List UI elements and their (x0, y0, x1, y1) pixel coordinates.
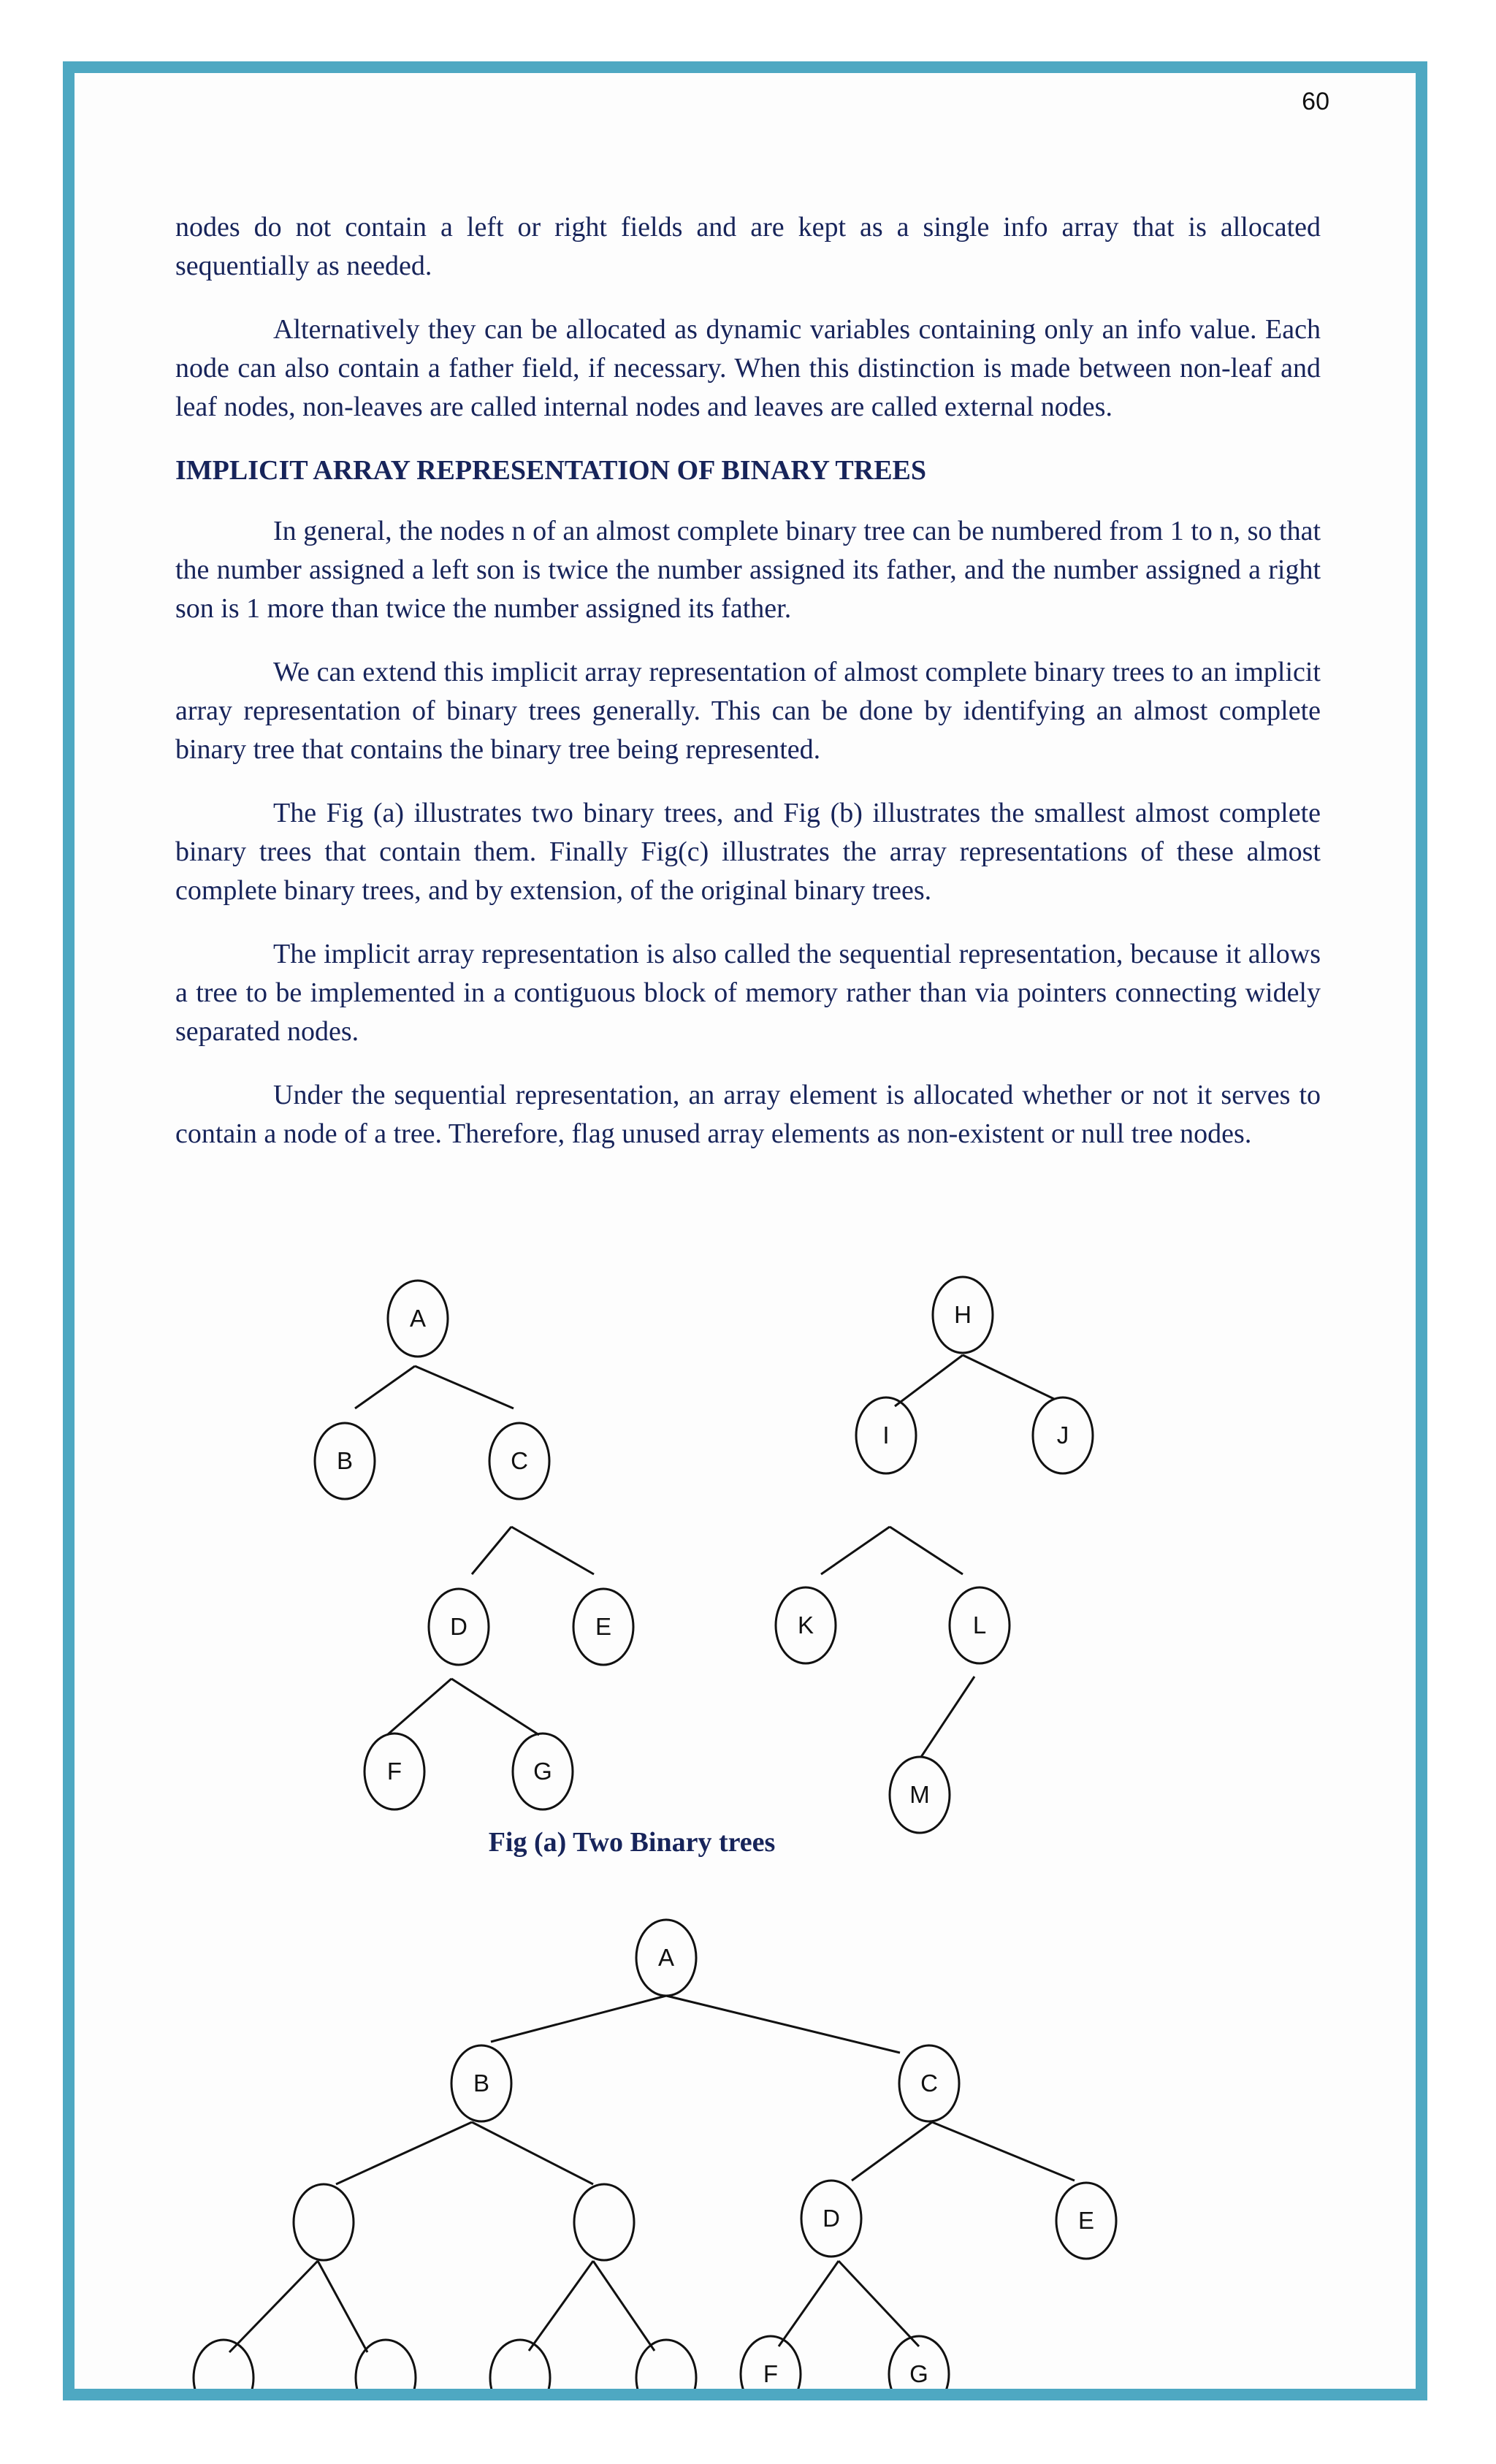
node-label: B (473, 2070, 490, 2097)
tree-node (573, 1589, 633, 1665)
tree-node (899, 2045, 959, 2121)
paragraph-7: Under the sequential representation, an array element is allocated whether or not it serves to contain a node of a tree. Therefore, flag unused array elements as non-existent or null tree nodes. (175, 1080, 1321, 1149)
node-label: A (409, 1305, 427, 1332)
tree-node (429, 1589, 489, 1665)
figure-b-tree (194, 1920, 1116, 2416)
tree-node (1056, 2183, 1116, 2259)
node-label: H (954, 1301, 972, 1328)
node-label: A (657, 1944, 675, 1971)
paragraph-2: Alternatively they can be allocated as dynamic variables containing only an info value. Each node can also contain a father field, if necessary. When this distinction is made between non-leaf and leaf nodes, non-leaves are called internal nodes and leaves are called external nodes. (175, 314, 1321, 422)
figure-a-tree-1 (315, 1281, 633, 1809)
tree-node-empty (294, 2184, 354, 2260)
tree-node (950, 1587, 1010, 1663)
node-label: E (595, 1613, 612, 1640)
paragraph-3: In general, the nodes n of an almost complete binary tree can be numbered from 1 to n, so that the number assigned a left son is twice the number assigned its father, and the number assigned a right son is 1 more than twice the number assigned its father. (175, 516, 1321, 624)
tree-node (451, 2045, 511, 2121)
paragraph-6: The implicit array representation is also called the sequential representation, because it allows a tree to be implemented in a contiguous block of memory rather than via pointers connecting widely separated nodes. (175, 939, 1321, 1047)
tree-node (1033, 1397, 1093, 1473)
bottom-margin (0, 2400, 1496, 2464)
figure-a-caption: Fig (a) Two Binary trees (488, 1827, 776, 1858)
node-label: L (972, 1611, 987, 1639)
node-label: J (1056, 1422, 1069, 1449)
node-label: E (1077, 2207, 1095, 2234)
node-label: B (336, 1447, 354, 1474)
node-label: C (511, 1447, 528, 1474)
tree-node (776, 1587, 836, 1663)
node-label: D (450, 1613, 468, 1640)
node-label: D (823, 2205, 840, 2232)
paragraph-5: The Fig (a) illustrates two binary trees, and Fig (b) illustrates the smallest almost complete binary trees that contain them. Finally Fig(c) illustrates the array representations of these almost complete binary trees, and by extension, of the original binary trees. (175, 798, 1321, 906)
node-label: M (909, 1781, 930, 1808)
tree-node (388, 1281, 448, 1357)
paragraph-1: nodes do not contain a left or right fields and are kept as a single info array that is allocated sequentially as needed. (175, 212, 1321, 281)
tree-node (489, 1423, 549, 1499)
node-label: C (920, 2070, 938, 2097)
node-label: G (533, 1758, 552, 1785)
section-heading: IMPLICIT ARRAY REPRESENTATION OF BINARY TREES (175, 455, 927, 486)
paragraph-4: We can extend this implicit array representation of almost complete binary trees to an implicit array representation of binary trees generally. This can be done by identifying an almost complete binary tree that contains the binary tree being represented. (175, 657, 1321, 765)
node-label: I (882, 1422, 890, 1449)
tree-node (933, 1277, 993, 1353)
node-label: G (909, 2360, 928, 2387)
node-label: F (386, 1758, 402, 1785)
tree-node (801, 2181, 861, 2257)
page-number: 60 (1302, 88, 1329, 115)
tree-node (365, 1733, 424, 1809)
tree-node-empty (574, 2184, 634, 2260)
tree-node (856, 1397, 916, 1473)
node-label: K (797, 1611, 814, 1639)
node-label: F (763, 2360, 779, 2387)
tree-node (513, 1733, 573, 1809)
tree-node (315, 1423, 375, 1499)
figure-a-tree-2 (776, 1277, 1093, 1833)
tree-node (636, 1920, 696, 1996)
tree-node (890, 1757, 950, 1833)
frame-bottom-edge (63, 2389, 1427, 2400)
